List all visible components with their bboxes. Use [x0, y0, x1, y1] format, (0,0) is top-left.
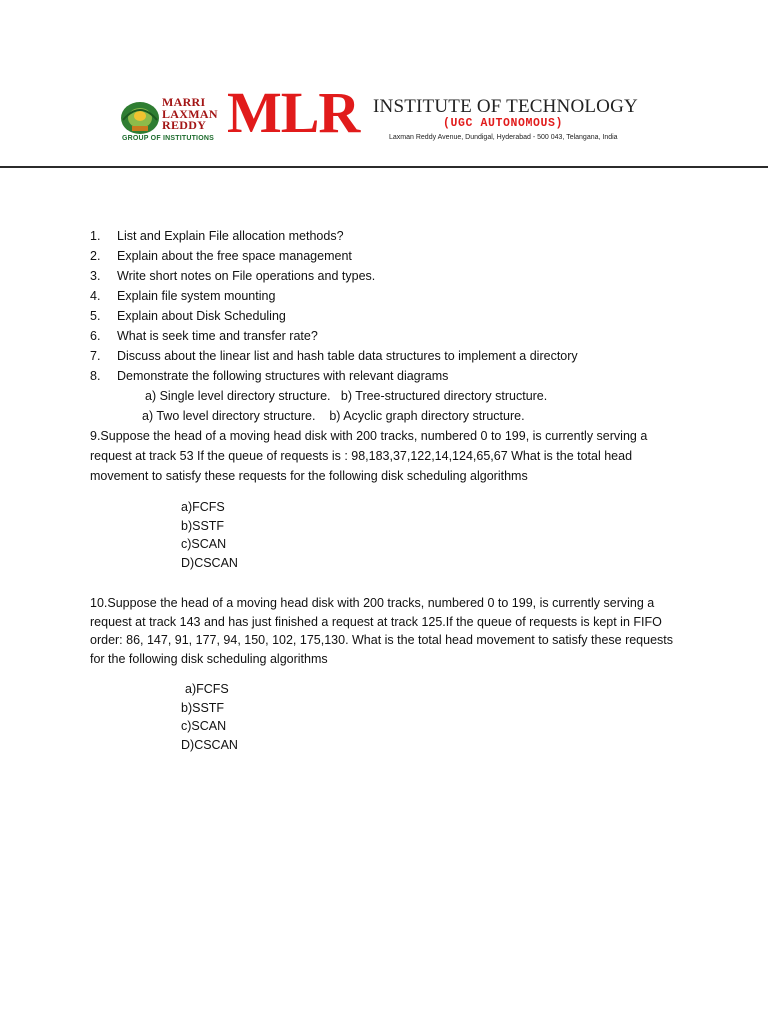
- option-item: c)SCAN: [181, 537, 227, 551]
- question-item: [90, 366, 680, 386]
- question-item: [90, 326, 680, 346]
- institute-address: Laxman Reddy Avenue, Dundigal, Hyderabad - 500 043, Telangana, India: [389, 134, 618, 141]
- question-item: [90, 286, 680, 306]
- option-item: b)SSTF: [181, 700, 225, 715]
- logo-word: LAXMAN: [162, 106, 218, 121]
- logo-word: REDDY: [162, 118, 207, 132]
- college-emblem-icon: [118, 96, 162, 136]
- option-item: b)SSTF: [181, 518, 225, 533]
- question-8-subitems-row1: a) Single level directory structure. b) Tree-structured directory structure.: [145, 389, 548, 403]
- option-item: a)FCFS: [185, 682, 229, 696]
- question-text: Explain about the free space management: [117, 249, 352, 263]
- question-number: 7.: [90, 349, 101, 363]
- question-9-text: 9.Suppose the head of a moving head disk with 200 tracks, numbered 0 to 199, is currently serving a request at track 53 If the queue of requests is : 98,183,37,122,14,124,65,67 What is the total head movement to satisfy these requests for the following disk scheduling algorithms: [90, 429, 648, 483]
- question-number: 3.: [90, 269, 101, 283]
- option-item: D)CSCAN: [181, 737, 238, 752]
- question-text: Explain file system mounting: [117, 289, 276, 303]
- question-8-subitems-row2: a) Two level directory structure. b) Acyclic graph directory structure.: [142, 409, 525, 423]
- question-text: Write short notes on File operations and types.: [117, 269, 376, 283]
- question-10-options: [181, 680, 680, 754]
- question-text: List and Explain File allocation methods?: [117, 229, 344, 243]
- logo-wordmark: [162, 97, 218, 132]
- question-item: [90, 306, 680, 326]
- logo-group-caption: GROUP OF INSTITUTIONS: [122, 135, 214, 142]
- logo-word: MARRI: [162, 95, 206, 109]
- question-list: [90, 226, 680, 386]
- header-divider: [0, 166, 768, 168]
- question-item: [90, 246, 680, 266]
- question-item: [90, 346, 680, 366]
- option-item: c)SCAN: [181, 719, 227, 733]
- question-text: Demonstrate the following structures with relevant diagrams: [117, 369, 449, 383]
- question-text: Explain about Disk Scheduling: [117, 309, 286, 323]
- option-item: a)FCFS: [181, 500, 225, 514]
- mlr-logo-mark: MLR: [227, 80, 360, 145]
- question-number: 6.: [90, 329, 101, 343]
- question-number: 8.: [90, 369, 101, 383]
- spacer: [90, 572, 680, 594]
- question-9-options: [181, 498, 680, 572]
- question-item: [90, 266, 680, 286]
- question-number: 2.: [90, 249, 101, 263]
- page-header: [0, 0, 768, 170]
- question-number: 1.: [90, 229, 101, 243]
- question-sheet: [90, 226, 680, 754]
- question-text: Discuss about the linear list and hash table data structures to implement a directory: [117, 349, 578, 363]
- option-item: D)CSCAN: [181, 555, 238, 570]
- question-10-text: 10.Suppose the head of a moving head disk with 200 tracks, numbered 0 to 199, is currently serving a request at track 143 and has just finished a request at track 125.If the queue of requests is kept in FIFO order: 86, 147, 91, 177, 94, 150, 102, 175,130. What is the total head movement to satisfy these requests for the following disk scheduling algorithms: [90, 596, 674, 666]
- question-item: [90, 226, 680, 246]
- question-text: What is seek time and transfer rate?: [117, 329, 318, 343]
- institute-status: (UGC AUTONOMOUS): [443, 117, 564, 130]
- question-number: 4.: [90, 289, 101, 303]
- question-number: 5.: [90, 309, 101, 323]
- institute-title: INSTITUTE OF TECHNOLOGY: [373, 96, 638, 117]
